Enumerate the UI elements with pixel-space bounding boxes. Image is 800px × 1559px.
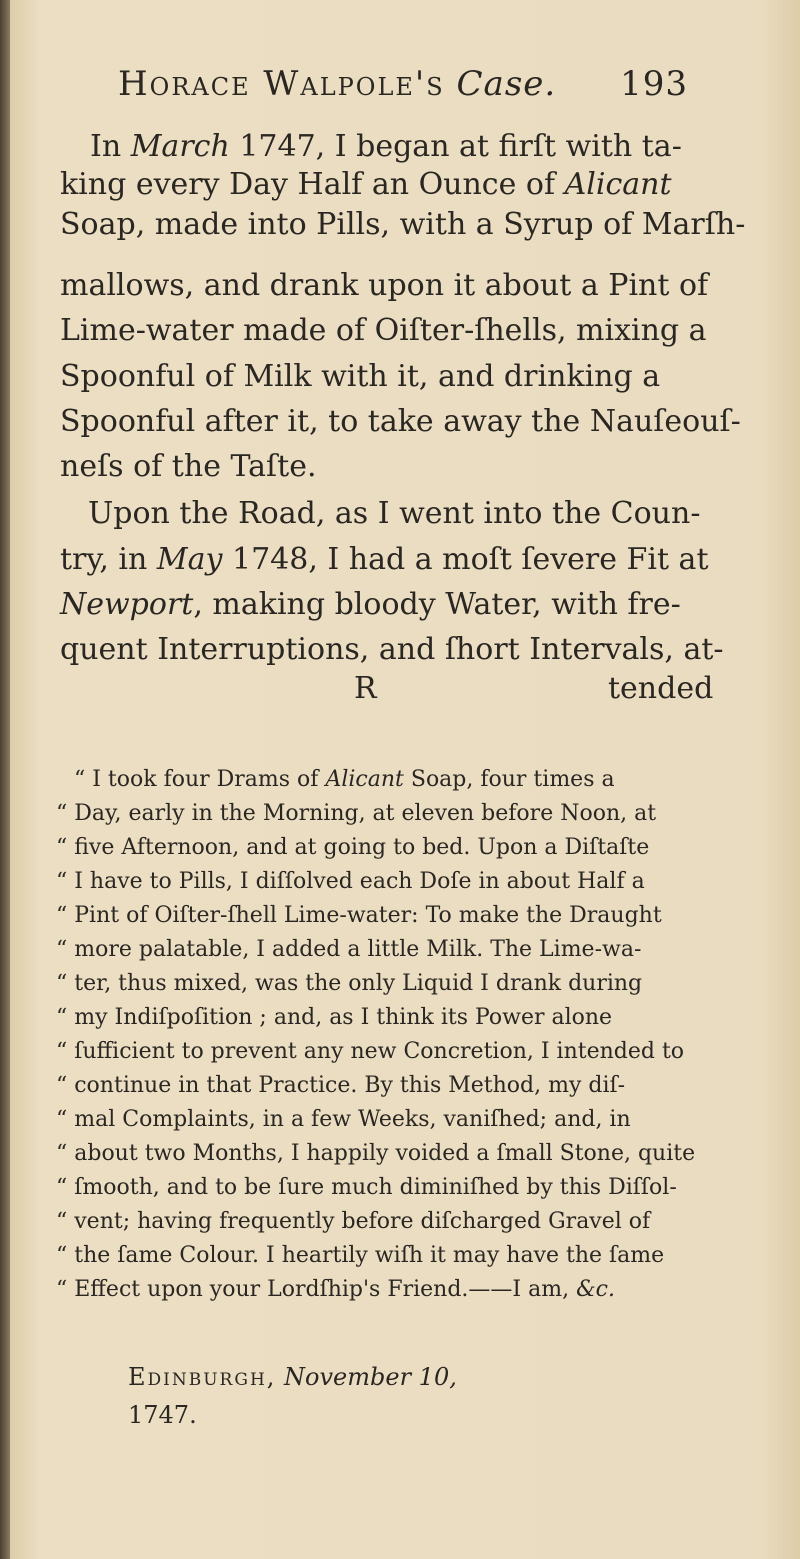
footnote-line: “ I took four Drams of Alicant Soap, four times a <box>74 767 615 792</box>
body-line: try, in May 1748, I had a moſt ſevere Fit at <box>60 542 709 577</box>
footnote-line: “ my Indiſpoſition ; and, as I think its Power alone <box>56 1005 613 1030</box>
running-title: Horace Walpole's Case. <box>118 64 557 104</box>
page-number: 193 <box>620 64 688 104</box>
dateline-place-date <box>128 1365 457 1389</box>
dateline-year: 1747. <box>128 1401 197 1429</box>
body-line: Newport, making bloody Water, with fre- <box>60 587 681 622</box>
footnote-line: “ vent; having frequently before diſcharged Gravel of <box>56 1209 651 1234</box>
footnote-line: “ continue in that Practice. By this Method, my diſ- <box>56 1073 626 1098</box>
footnote-line: “ five Afternoon, and at going to bed. Upon a Diſtaſte <box>56 835 650 860</box>
body-line: In March 1747, I began at firſt with ta- <box>90 129 682 164</box>
body-line: Soap, made into Pills, with a Syrup of Marſh- <box>60 207 746 242</box>
body-line: mallows, and drank upon it about a Pint of <box>60 268 709 303</box>
footnote-line: “ Pint of Oiſter-ſhell Lime-water: To make the Draught <box>56 903 662 928</box>
body-line: king every Day Half an Ounce of Alicant <box>60 167 672 202</box>
body-line: quent Interruptions, and ſhort Intervals, at- <box>60 632 724 667</box>
body-line: Lime-water made of Oiſter-ſhells, mixing a <box>60 313 707 348</box>
footnote-line: “ ſmooth, and to be ſure much diminiſhed by this Diſſol- <box>56 1175 677 1200</box>
catchword: tended <box>608 671 714 706</box>
footnote-line: “ the ſame Colour. I heartily wiſh it may have the ſame <box>56 1243 665 1268</box>
book-spine-shadow <box>0 0 10 1559</box>
body-line: neſs of the Taſte. <box>60 449 317 484</box>
footnote-line: “ about two Months, I happily voided a ſmall Stone, quite <box>56 1141 696 1166</box>
dateline-date: November 10, <box>284 1363 457 1391</box>
body-line: Spoonful of Milk with it, and drinking a <box>60 359 661 394</box>
footnote-line: “ ter, thus mixed, was the only Liquid I drank during <box>56 971 643 996</box>
footnote-line: “ Effect upon your Lordſhip's Friend.——I am, &c. <box>56 1277 615 1302</box>
footnote-line: “ more palatable, I added a little Milk. The Lime-wa- <box>56 937 642 962</box>
dateline-place: Edinburgh, <box>128 1363 277 1391</box>
body-line: Upon the Road, as I went into the Coun- <box>88 496 701 531</box>
footnote-line: “ I have to Pills, I diſſolved each Doſe in about Half a <box>56 869 645 894</box>
footnote-line: “ mal Complaints, in a few Weeks, vaniſhed; and, in <box>56 1107 631 1132</box>
signature-mark: R <box>354 671 377 706</box>
running-title-italic: Case. <box>456 64 557 104</box>
footnote-line: “ Day, early in the Morning, at eleven before Noon, at <box>56 801 657 826</box>
running-header <box>118 64 688 114</box>
footnote-line: “ ſufficient to prevent any new Concretion, I intended to <box>56 1039 685 1064</box>
body-line: Spoonful after it, to take away the Nauſeouſ- <box>60 404 741 439</box>
